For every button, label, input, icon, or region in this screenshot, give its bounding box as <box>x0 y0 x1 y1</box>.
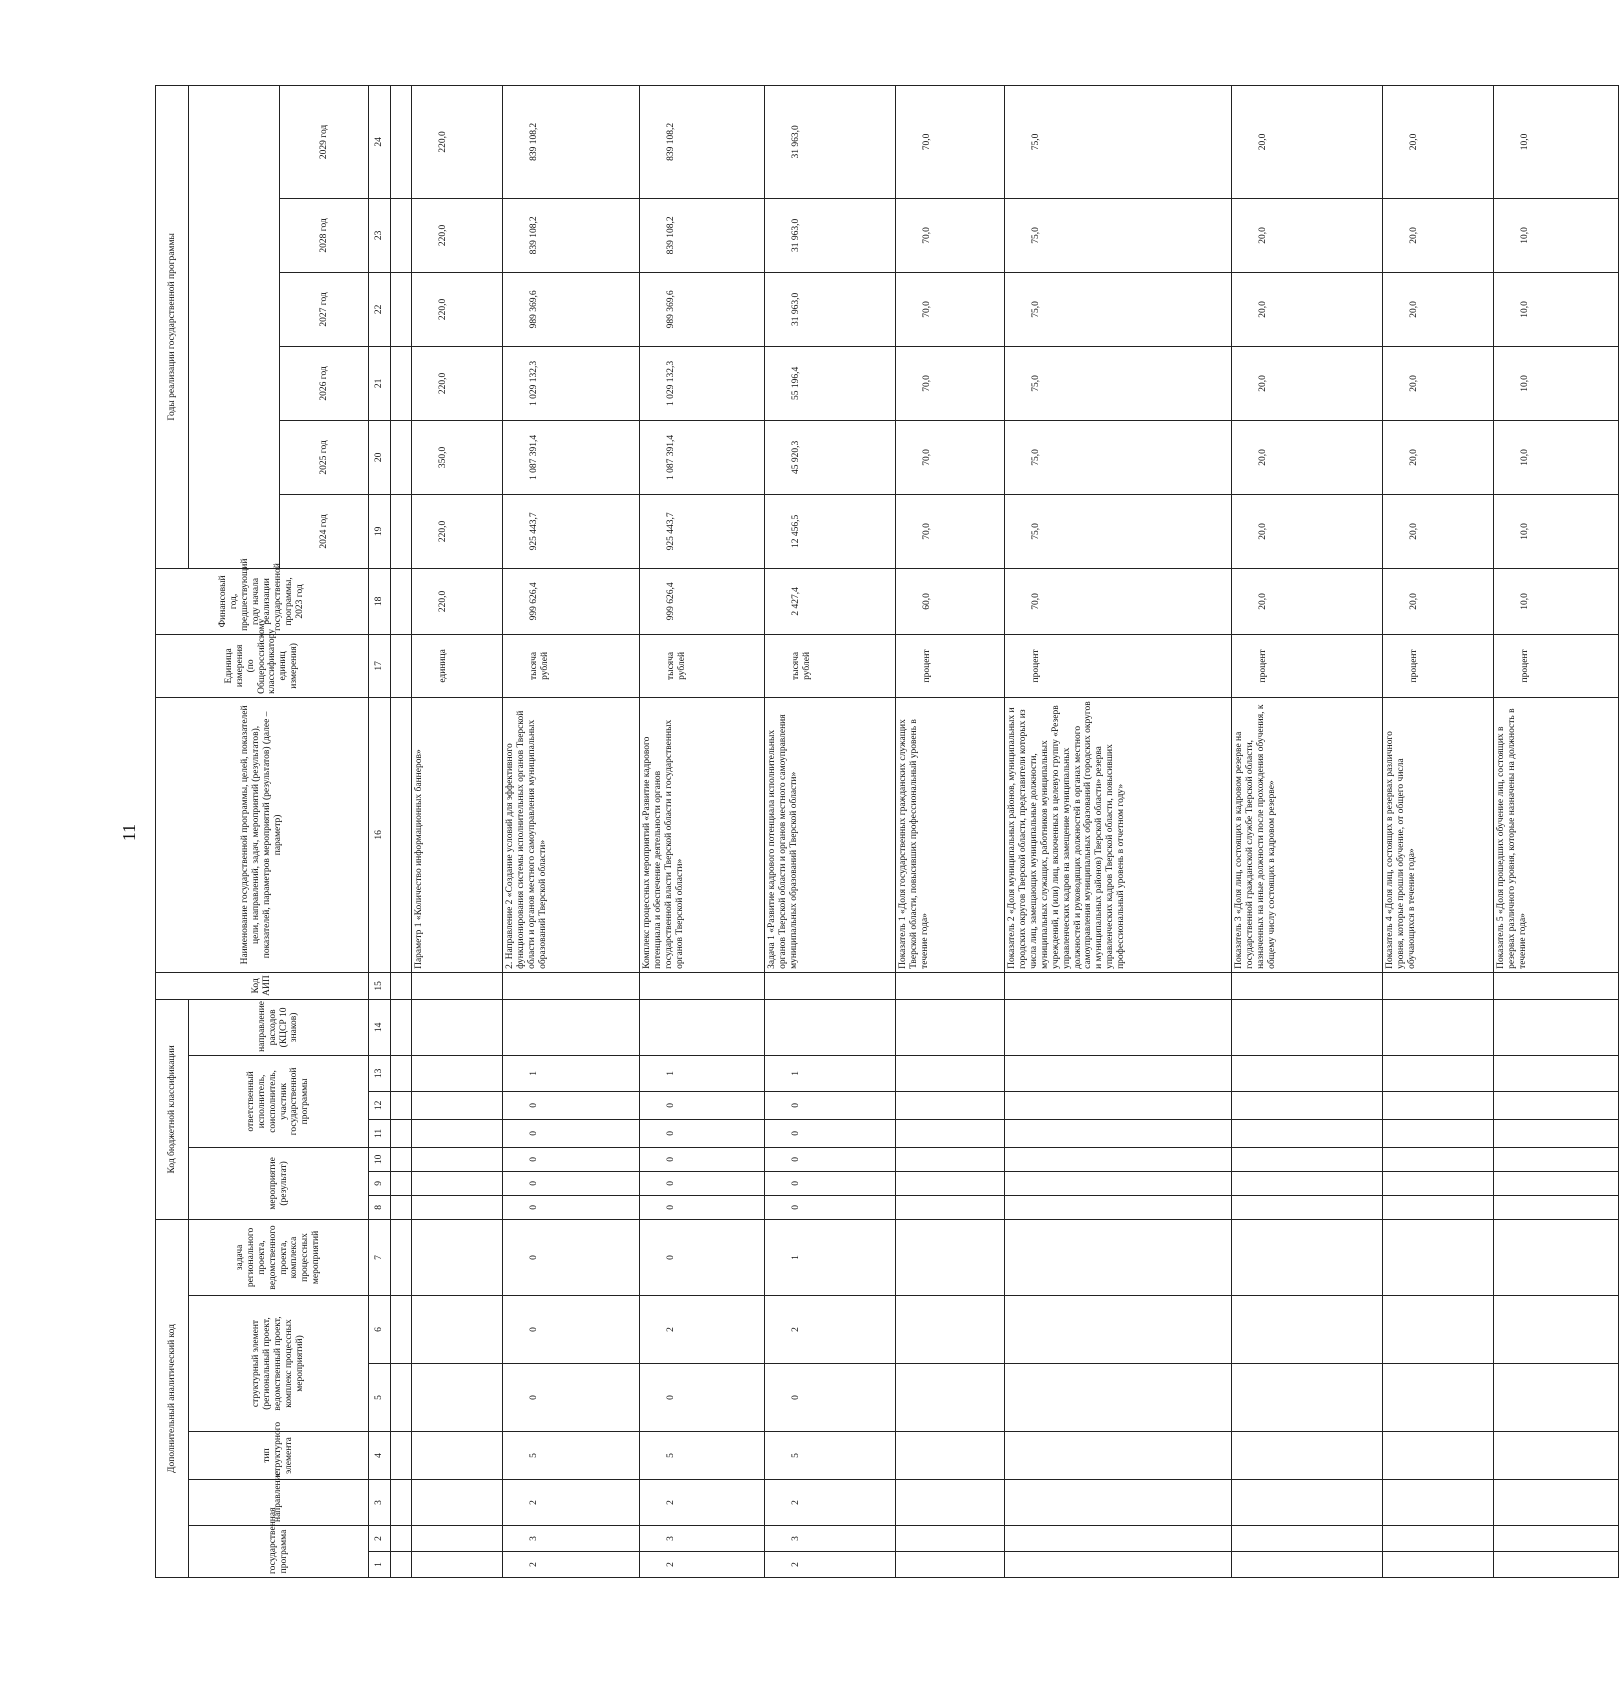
code-cell <box>896 1526 1005 1552</box>
column-index-cell: 8 <box>369 1195 391 1219</box>
code-cell <box>1232 1552 1383 1578</box>
column-index-cell: 1 <box>369 1552 391 1578</box>
header-gos-program: государственная программа <box>189 1526 369 1578</box>
code-cell <box>1383 1526 1494 1552</box>
code-cell: 0 <box>503 1119 640 1147</box>
code-cell <box>1005 1055 1232 1091</box>
code-cell <box>1005 1552 1232 1578</box>
row-name-cell: Комплекс процессных мероприятий «Развитие кадрового потенциала и обеспечение деятельности органов государственной власти Тверской области и государственных органов Тверской области» <box>640 697 765 972</box>
table-row <box>640 85 765 1577</box>
year-value-cell: 75,0 <box>1005 420 1232 494</box>
base-year-value-cell: 70,0 <box>1005 568 1232 634</box>
code-cell <box>1232 999 1383 1055</box>
header-napravlenie: направление <box>189 1480 369 1526</box>
column-index-cell: 21 <box>369 346 391 420</box>
year-value-cell: 1 087 391,4 <box>640 420 765 494</box>
code-cell: 0 <box>640 1364 765 1432</box>
code-cell <box>412 1219 503 1295</box>
code-cell: 0 <box>640 1119 765 1147</box>
code-cell <box>1383 1296 1494 1364</box>
code-cell <box>1232 1364 1383 1432</box>
year-value-cell: 20,0 <box>1232 420 1383 494</box>
year-value-cell: 220,0 <box>412 198 503 272</box>
header-year-2027: 2027 год <box>280 272 369 346</box>
blank-row <box>391 85 412 1577</box>
unit-cell: тысяча рублей <box>640 634 765 697</box>
unit-cell: процент <box>1232 634 1383 697</box>
code-cell <box>1494 1432 1619 1480</box>
year-value-cell: 70,0 <box>896 272 1005 346</box>
code-cell <box>1232 1526 1383 1552</box>
code-cell: 0 <box>640 1219 765 1295</box>
row-name-cell: Показатель 3 «Доля лиц, состоящих в кадровом резерве на государственной гражданской службе Тверской области, назначенных на иные должности после прохождения обучения, к общему числу состоящих в кадровом резерве» <box>1232 697 1383 972</box>
code-cell: 5 <box>765 1432 896 1480</box>
code-cell <box>412 1171 503 1195</box>
year-value-cell: 220,0 <box>412 85 503 198</box>
column-index-row <box>369 85 391 1577</box>
year-value-cell: 20,0 <box>1383 198 1494 272</box>
header-years-spacer <box>189 85 280 568</box>
code-cell <box>765 972 896 999</box>
year-value-cell: 20,0 <box>1383 272 1494 346</box>
column-index-cell: 11 <box>369 1119 391 1147</box>
year-value-cell: 75,0 <box>1005 85 1232 198</box>
code-cell <box>1005 1526 1232 1552</box>
code-cell: 1 <box>503 1055 640 1091</box>
code-cell: 0 <box>503 1219 640 1295</box>
code-cell <box>1005 1171 1232 1195</box>
base-year-value-cell: 60,0 <box>896 568 1005 634</box>
code-cell: 2 <box>765 1552 896 1578</box>
code-cell: 0 <box>640 1195 765 1219</box>
code-cell <box>1494 972 1619 999</box>
code-cell <box>896 1091 1005 1119</box>
year-value-cell: 70,0 <box>896 346 1005 420</box>
header-responsible: ответственный исполнитель, соисполнитель, участник государственной программы <box>189 1055 369 1147</box>
year-value-cell: 839 108,2 <box>503 85 640 198</box>
code-cell <box>1494 1091 1619 1119</box>
code-cell <box>1005 1119 1232 1147</box>
code-cell <box>1494 1195 1619 1219</box>
table-row <box>765 85 896 1577</box>
code-cell <box>896 1055 1005 1091</box>
code-cell <box>1383 1171 1494 1195</box>
code-cell <box>412 1526 503 1552</box>
column-index-cell: 13 <box>369 1055 391 1091</box>
row-name-cell: Показатель 2 «Доля муниципальных районов, муниципальных и городских округов Тверской области, представители которых из числа лиц, замещающих муниципальные должности, муниципальных служащих, работников муниципальных учреждений, и (или) лиц, включенных в целевую группу «Резерв управленческих кадров на замещение муниципальных должностей и руководящих должностей в органах местного самоуправления муниципальных образований (городских округов и муниципальных районов) Тверской области» резерва управленческих кадров Тверской области, повысивших профессиональный уровень в отчетном году» <box>1005 697 1232 972</box>
table-row <box>1232 85 1383 1577</box>
year-value-cell: 1 029 132,3 <box>640 346 765 420</box>
code-cell <box>1494 1171 1619 1195</box>
year-value-cell: 220,0 <box>412 272 503 346</box>
code-cell <box>1383 1552 1494 1578</box>
year-value-cell: 31 963,0 <box>765 272 896 346</box>
code-cell <box>1232 1147 1383 1171</box>
column-index-cell: 22 <box>369 272 391 346</box>
code-cell <box>1383 1364 1494 1432</box>
year-value-cell: 20,0 <box>1383 420 1494 494</box>
code-cell: 2 <box>765 1480 896 1526</box>
year-value-cell: 10,0 <box>1494 420 1619 494</box>
code-cell <box>1383 1195 1494 1219</box>
code-cell <box>1383 1480 1494 1526</box>
header-year-2028: 2028 год <box>280 198 369 272</box>
code-cell <box>1383 1119 1494 1147</box>
code-cell: 0 <box>503 1091 640 1119</box>
year-value-cell: 75,0 <box>1005 272 1232 346</box>
column-index-cell: 14 <box>369 999 391 1055</box>
base-year-value-cell: 2 427,4 <box>765 568 896 634</box>
header-year-2025: 2025 год <box>280 420 369 494</box>
header-code-aip: Код АИП <box>156 972 369 999</box>
code-cell: 0 <box>765 1147 896 1171</box>
code-cell: 1 <box>765 1055 896 1091</box>
year-value-cell: 70,0 <box>896 198 1005 272</box>
year-value-cell: 989 369,6 <box>503 272 640 346</box>
table-row <box>896 85 1005 1577</box>
code-cell <box>412 999 503 1055</box>
code-cell <box>1005 1364 1232 1432</box>
code-cell <box>1005 1480 1232 1526</box>
code-cell <box>1383 1091 1494 1119</box>
unit-cell: процент <box>1383 634 1494 697</box>
code-cell <box>896 1219 1005 1295</box>
code-cell <box>896 999 1005 1055</box>
code-cell <box>1383 1147 1494 1171</box>
code-cell <box>1494 999 1619 1055</box>
code-cell <box>1494 1480 1619 1526</box>
column-index-cell: 4 <box>369 1432 391 1480</box>
header-measure: мероприятие (результат) <box>189 1147 369 1219</box>
code-cell: 0 <box>765 1119 896 1147</box>
header-years-group: Годы реализации государственной программы <box>156 85 189 568</box>
code-cell <box>1005 1219 1232 1295</box>
column-index-cell: 5 <box>369 1364 391 1432</box>
code-cell <box>412 1091 503 1119</box>
year-value-cell: 1 029 132,3 <box>503 346 640 420</box>
code-cell <box>640 972 765 999</box>
year-value-cell: 20,0 <box>1383 494 1494 568</box>
code-cell <box>1383 999 1494 1055</box>
column-index-cell: 3 <box>369 1480 391 1526</box>
code-cell <box>1232 1091 1383 1119</box>
code-cell: 3 <box>765 1526 896 1552</box>
year-value-cell: 70,0 <box>896 85 1005 198</box>
unit-cell: единица <box>412 634 503 697</box>
row-name-cell: Показатель 1 «Доля государственных гражданских служащих Тверской области, повысивших профессиональный уровень в течение года» <box>896 697 1005 972</box>
code-cell <box>1005 1091 1232 1119</box>
code-cell <box>896 972 1005 999</box>
header-name: Наименование государственной программы, целей, показателей цели, направлений, задач, мероприятий (результатов), показателей, параметров мероприятий (результатов) (далее – параметр) <box>156 697 369 972</box>
header-task: задача регионального проекта, ведомственного проекта, комплекса процессных мероприятий <box>189 1219 369 1295</box>
year-value-cell: 10,0 <box>1494 198 1619 272</box>
row-name-cell: Показатель 5 «Доля прошедших обучение лиц, состоящих в резервах различного уровня, которые назначены на должность в течение года» <box>1494 697 1619 972</box>
column-index-cell: 2 <box>369 1526 391 1552</box>
code-cell: 0 <box>640 1091 765 1119</box>
year-value-cell: 20,0 <box>1232 272 1383 346</box>
unit-cell: процент <box>1494 634 1619 697</box>
column-index-cell: 19 <box>369 494 391 568</box>
header-structural-element: структурный элемент (региональный проект, ведомственный проект, комплекс процессных мероприятий) <box>189 1296 369 1432</box>
code-cell <box>1494 1055 1619 1091</box>
header-unit: Единица измерения (по Общероссийскому классификатору единиц измерения) <box>156 634 369 697</box>
column-index-cell: 12 <box>369 1091 391 1119</box>
row-name-cell: 2. Направление 2 «Создание условий для эффективного функционирования системы исполнительных органов Тверской области и органов местного самоуправления муниципальных образований Тверской области» <box>503 697 640 972</box>
code-cell <box>1383 972 1494 999</box>
code-cell <box>1232 1432 1383 1480</box>
code-cell: 0 <box>765 1195 896 1219</box>
code-cell: 2 <box>503 1480 640 1526</box>
code-cell: 0 <box>503 1296 640 1364</box>
year-value-cell: 12 456,5 <box>765 494 896 568</box>
table-row <box>1494 85 1619 1577</box>
code-cell <box>896 1296 1005 1364</box>
code-cell <box>1232 1219 1383 1295</box>
code-cell <box>640 999 765 1055</box>
row-name-cell: Задача 1 «Развитие кадрового потенциала исполнительных органов Тверской области и органов местного самоуправления муниципальных образований Тверской области» <box>765 697 896 972</box>
code-cell: 3 <box>503 1526 640 1552</box>
code-cell: 3 <box>640 1526 765 1552</box>
year-value-cell: 1 087 391,4 <box>503 420 640 494</box>
code-cell <box>412 1296 503 1364</box>
year-value-cell: 45 920,3 <box>765 420 896 494</box>
code-cell <box>412 1364 503 1432</box>
base-year-value-cell: 220,0 <box>412 568 503 634</box>
code-cell: 0 <box>640 1147 765 1171</box>
year-value-cell: 31 963,0 <box>765 85 896 198</box>
code-cell <box>1232 1119 1383 1147</box>
header-base-year: Финансовый год, предшествующий году начала реализации государственной программы, 2023 год <box>156 568 369 634</box>
code-cell: 0 <box>503 1171 640 1195</box>
unit-cell: процент <box>896 634 1005 697</box>
year-value-cell: 10,0 <box>1494 494 1619 568</box>
year-value-cell: 925 443,7 <box>640 494 765 568</box>
code-cell <box>503 972 640 999</box>
base-year-value-cell: 20,0 <box>1383 568 1494 634</box>
code-cell <box>1232 972 1383 999</box>
year-value-cell: 20,0 <box>1232 494 1383 568</box>
column-index-cell: 18 <box>369 568 391 634</box>
code-cell <box>1232 1480 1383 1526</box>
column-index-cell: 10 <box>369 1147 391 1171</box>
code-cell: 2 <box>640 1296 765 1364</box>
code-cell: 0 <box>503 1195 640 1219</box>
page-number: 11 <box>119 823 140 842</box>
year-value-cell: 20,0 <box>1383 85 1494 198</box>
base-year-value-cell: 999 626,4 <box>640 568 765 634</box>
column-index-cell: 17 <box>369 634 391 697</box>
year-value-cell: 70,0 <box>896 420 1005 494</box>
column-index-cell: 6 <box>369 1296 391 1364</box>
year-value-cell: 10,0 <box>1494 85 1619 198</box>
code-cell <box>412 1552 503 1578</box>
code-cell <box>765 999 896 1055</box>
base-year-value-cell: 10,0 <box>1494 568 1619 634</box>
code-cell <box>1494 1364 1619 1432</box>
header-budget-code: Код бюджетной классификации <box>156 999 189 1219</box>
code-cell: 2 <box>640 1480 765 1526</box>
year-value-cell: 20,0 <box>1232 198 1383 272</box>
table-row <box>412 85 503 1577</box>
base-year-value-cell: 999 626,4 <box>503 568 640 634</box>
code-cell: 1 <box>640 1055 765 1091</box>
code-cell <box>1494 1219 1619 1295</box>
code-cell <box>896 1432 1005 1480</box>
code-cell: 0 <box>503 1147 640 1171</box>
year-value-cell: 55 196,4 <box>765 346 896 420</box>
code-cell <box>1232 1296 1383 1364</box>
year-value-cell: 10,0 <box>1494 272 1619 346</box>
year-value-cell: 839 108,2 <box>640 85 765 198</box>
year-value-cell: 70,0 <box>896 494 1005 568</box>
code-cell <box>1005 1432 1232 1480</box>
year-value-cell: 839 108,2 <box>640 198 765 272</box>
code-cell <box>1383 1055 1494 1091</box>
header-element-type: тип структурного элемента <box>189 1432 369 1480</box>
column-index-cell: 23 <box>369 198 391 272</box>
year-value-cell: 31 963,0 <box>765 198 896 272</box>
code-cell <box>1383 1432 1494 1480</box>
rotated-table-page <box>155 85 1530 1578</box>
base-year-value-cell: 20,0 <box>1232 568 1383 634</box>
code-cell <box>412 1480 503 1526</box>
column-index-cell: 20 <box>369 420 391 494</box>
code-cell <box>412 1432 503 1480</box>
code-cell: 0 <box>765 1171 896 1195</box>
code-cell <box>503 999 640 1055</box>
code-cell <box>896 1119 1005 1147</box>
code-cell <box>412 1147 503 1171</box>
code-cell <box>412 972 503 999</box>
code-cell <box>1494 1119 1619 1147</box>
table-row <box>503 85 640 1577</box>
code-cell: 2 <box>640 1552 765 1578</box>
code-cell <box>896 1480 1005 1526</box>
unit-cell: тысяча рублей <box>503 634 640 697</box>
code-cell <box>1232 1195 1383 1219</box>
column-index-cell: 16 <box>369 697 391 972</box>
code-cell: 2 <box>765 1296 896 1364</box>
header-year-2029: 2029 год <box>280 85 369 198</box>
code-cell <box>1494 1296 1619 1364</box>
column-index-cell: 9 <box>369 1171 391 1195</box>
year-value-cell: 925 443,7 <box>503 494 640 568</box>
code-cell <box>1494 1147 1619 1171</box>
unit-cell: тысяча рублей <box>765 634 896 697</box>
code-cell <box>412 1055 503 1091</box>
code-cell <box>896 1147 1005 1171</box>
year-value-cell: 839 108,2 <box>503 198 640 272</box>
row-name-cell: Показатель 4 «Доля лиц, состоящих в резервах различного уровня, которые прошли обучение, от общего числа обучающихся в течение года» <box>1383 697 1494 972</box>
program-table <box>155 85 1619 1578</box>
code-cell: 0 <box>765 1364 896 1432</box>
year-value-cell: 350,0 <box>412 420 503 494</box>
code-cell: 0 <box>765 1091 896 1119</box>
year-value-cell: 75,0 <box>1005 494 1232 568</box>
row-name-cell: Параметр 1 «Количество информационных баннеров» <box>412 697 503 972</box>
code-cell <box>1494 1526 1619 1552</box>
code-cell: 5 <box>503 1432 640 1480</box>
code-cell <box>1005 1147 1232 1171</box>
code-cell <box>1494 1552 1619 1578</box>
year-value-cell: 220,0 <box>412 494 503 568</box>
code-cell <box>1005 999 1232 1055</box>
year-value-cell: 75,0 <box>1005 346 1232 420</box>
header-year-2026: 2026 год <box>280 346 369 420</box>
column-index-cell: 24 <box>369 85 391 198</box>
code-cell <box>896 1195 1005 1219</box>
code-cell <box>1005 972 1232 999</box>
column-index-cell: 7 <box>369 1219 391 1295</box>
code-cell <box>1232 1055 1383 1091</box>
code-cell: 2 <box>503 1552 640 1578</box>
code-cell <box>1383 1219 1494 1295</box>
year-value-cell: 20,0 <box>1383 346 1494 420</box>
code-cell <box>896 1171 1005 1195</box>
column-index-cell: 15 <box>369 972 391 999</box>
unit-cell: процент <box>1005 634 1232 697</box>
year-value-cell: 220,0 <box>412 346 503 420</box>
code-cell <box>1232 1171 1383 1195</box>
code-cell <box>1005 1296 1232 1364</box>
year-value-cell: 989 369,6 <box>640 272 765 346</box>
code-cell: 0 <box>640 1171 765 1195</box>
table-row <box>1383 85 1494 1577</box>
code-cell: 5 <box>640 1432 765 1480</box>
header-analytic-code: Дополнительный аналитический код <box>156 1219 189 1577</box>
year-value-cell: 75,0 <box>1005 198 1232 272</box>
code-cell: 0 <box>503 1364 640 1432</box>
code-cell <box>896 1364 1005 1432</box>
code-cell <box>412 1195 503 1219</box>
header-year-2024: 2024 год <box>280 494 369 568</box>
code-cell: 1 <box>765 1219 896 1295</box>
table-row <box>1005 85 1232 1577</box>
year-value-cell: 20,0 <box>1232 85 1383 198</box>
code-cell <box>1005 1195 1232 1219</box>
year-value-cell: 20,0 <box>1232 346 1383 420</box>
year-value-cell: 10,0 <box>1494 346 1619 420</box>
code-cell <box>412 1119 503 1147</box>
code-cell <box>896 1552 1005 1578</box>
header-expense-direction: направление расходов (КЦСР 10 знаков) <box>189 999 369 1055</box>
